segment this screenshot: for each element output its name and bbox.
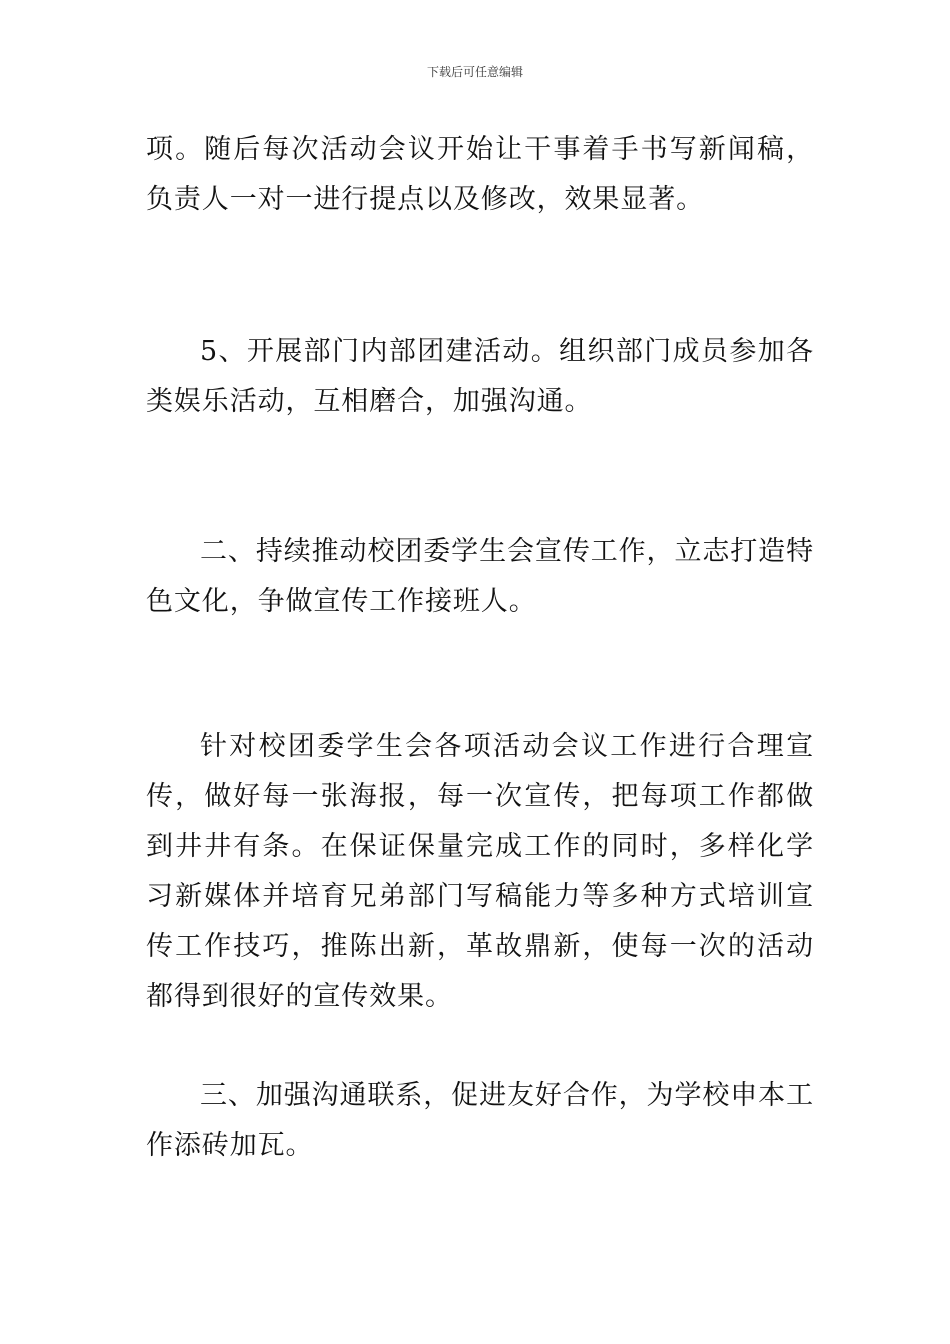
paragraph-section-2-body: 针对校团委学生会各项活动会议工作进行合理宣传，做好每一张海报，每一次宣传，把每项工作都做到井井有条。在保证保量完成工作的同时，多样化学习新媒体并培育兄弟部门写稿能力等多种方式培训宣传工作技巧，推陈出新，革故鼎新，使每一次的活动都得到很好的宣传效果。: [146, 731, 814, 1012]
paragraph-section-3-heading: 三、加强沟通联系，促进友好合作，为学校申本工作添砖加瓦。: [146, 1080, 814, 1161]
paragraph-continuation: 项。随后每次活动会议开始让干事着手书写新闻稿，负责人一对一进行提点以及修改，效果显著。: [146, 134, 814, 215]
paragraph-section-2-heading: 二、持续推动校团委学生会宣传工作，立志打造特色文化，争做宣传工作接班人。: [146, 536, 814, 617]
paragraph-item-5: 5、开展部门内部团建活动。组织部门成员参加各类娱乐活动，互相磨合，加强沟通。: [146, 336, 814, 417]
page-header-note: 下载后可任意编辑: [426, 65, 523, 79]
